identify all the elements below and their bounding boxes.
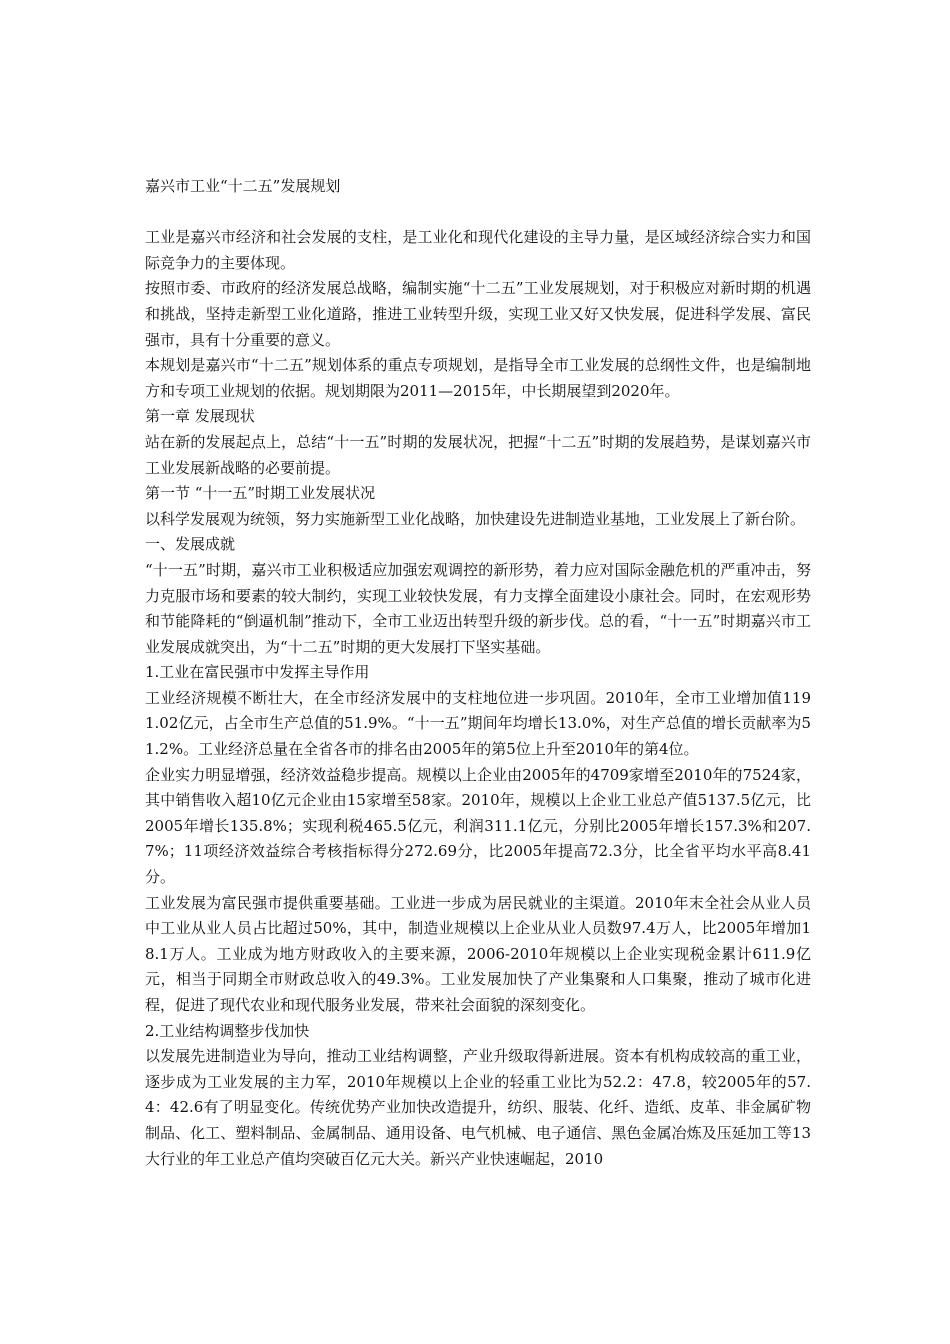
paragraph-achievements: “十一五”时期，嘉兴市工业积极适应加强宏观调控的新形势，着力应对国际金融危机的严重冲击，努力克服市场和要素的较大制约，实现工业较快发展，有力支撑全面建设小康社会。同时，在宏观形势和节能降耗的“倒逼机制”推动下，全市工业迈出转型升级的新步伐。总的看，“十一五”时期嘉兴市工业发展成就突出，为“十二五”时期的更大发展打下坚实基础。: [145, 560, 811, 656]
chapter-heading: 第一章 发展现状: [145, 407, 255, 426]
document-page: [145, 174, 811, 1172]
paragraph-chapter-intro: 站在新的发展起点上，总结“十一五”时期的发展状况，把握“十二五”时期的发展趋势，是谋划嘉兴市工业发展新战略的必要前提。: [145, 432, 811, 477]
paragraph-scale: 工业经济规模不断壮大，在全市经济发展中的支柱地位进一步巩固。2010年，全市工业增加值1191.02亿元，占全市生产总值的51.9%。“十一五”期间年均增长13.0%，对生产总值的增长贡献率为51.2%。工业经济总量在全省各市的排名由2005年的第5位上升至2010年的第4位。: [145, 688, 811, 759]
paragraph-enterprises: 企业实力明显增强，经济效益稳步提高。规模以上企业由2005年的4709家增至2010年的7524家，其中销售收入超10亿元企业由15家增至58家。2010年，规模以上企业工业总产值5137.5亿元，比2005年增长135.8%；实现利税465.5亿元，利润311.1亿元，分别比2005年增长157.3%和207.7%；11项经济效益综合考核指标得分272.69分，比2005年提高72.3分，比全省平均水平高8.41分。: [145, 765, 811, 887]
subsection-heading: 一、发展成就: [145, 535, 236, 554]
paragraph-intro: 工业是嘉兴市经济和社会发展的支柱，是工业化和现代化建设的主导力量，是区域经济综合实力和国际竞争力的主要体现。: [145, 228, 811, 272]
paragraph-section-intro: 以科学发展观为统领，努力实施新型工业化战略，加快建设先进制造业基地，工业发展上了新台阶。: [145, 509, 806, 528]
paragraph-significance: 按照市委、市政府的经济发展总战略，编制实施“十二五”工业发展规划，对于积极应对新时期的机遇和挑战，坚持走新型工业化道路，推进工业转型升级，实现工业又好又快发展，促进科学发展、富民强市，具有十分重要的意义。: [145, 279, 811, 349]
document-title: 嘉兴市工业“十二五”发展规划: [145, 177, 341, 195]
item-heading-1: 1.工业在富民强市中发挥主导作用: [145, 663, 370, 682]
paragraph-scope: 本规划是嘉兴市“十二五”规划体系的重点专项规划，是指导全市工业发展的总纲性文件，也是编制地方和专项工业规划的依据。规划期限为2011—2015年，中长期展望到2020年。: [145, 356, 811, 400]
paragraph-foundation: 工业发展为富民强市提供重要基础。工业进一步成为居民就业的主渠道。2010年末全社会从业人员中工业从业人员占比超过50%，其中，制造业规模以上企业从业人员数97.4万人，比2005年增加18.1万人。工业成为地方财政收入的主要来源，2006-2010年规模以上企业实现税金累计611.9亿元，相当于同期全市财政总收入的49.3%。工业发展加快了产业集聚和人口集聚，推动了城市化进程，促进了现代农业和现代服务业发展，带来社会面貌的深刻变化。: [145, 893, 811, 1014]
item-heading-2: 2.工业结构调整步伐加快: [145, 1021, 310, 1040]
paragraph-structure: 以发展先进制造业为导向，推动工业结构调整，产业升级取得新进展。资本有机构成较高的重工业，逐步成为工业发展的主力军，2010年规模以上企业的轻重工业比为52.2：47.8，较2005年的57.4：42.6有了明显变化。传统优势产业加快改造提升，纺织、服装、化纤、造纸、皮革、非金属矿物制品、化工、塑料制品、金属制品、通用设备、电气机械、电子通信、黑色金属冶炼及压延加工等13大行业的年工业总产值均突破百亿元大关。新兴产业快速崛起，2010: [145, 1047, 811, 1168]
section-heading: 第一节 “十一五”时期工业发展状况: [145, 484, 376, 503]
